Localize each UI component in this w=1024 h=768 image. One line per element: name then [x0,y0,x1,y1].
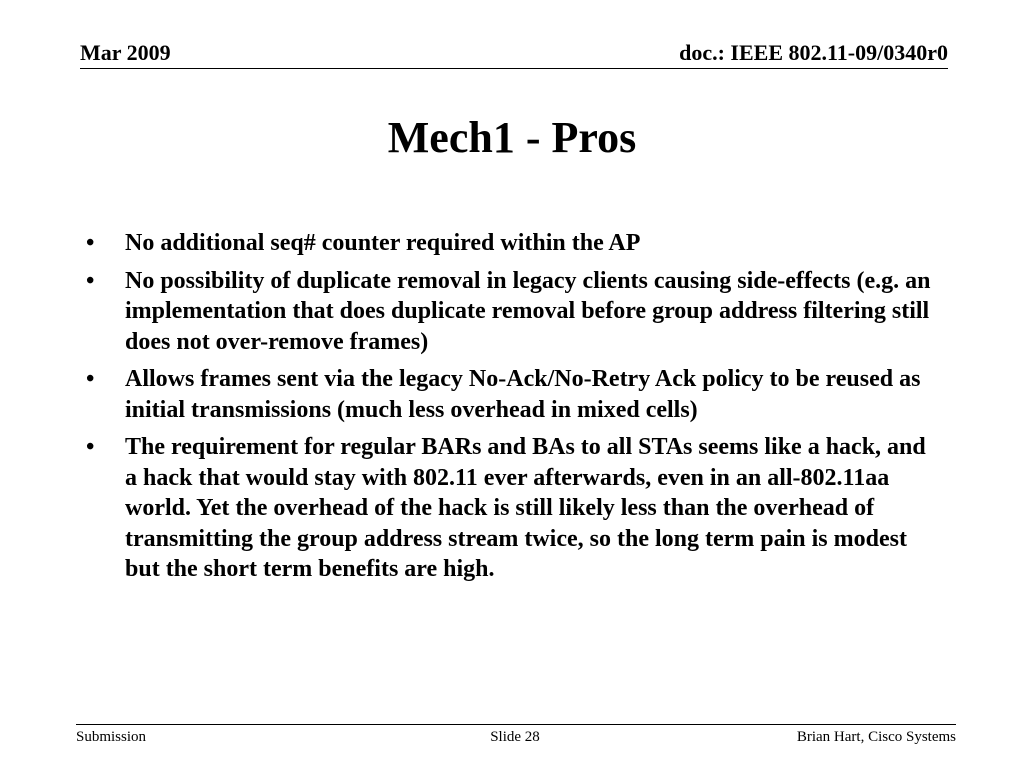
header-divider [80,68,948,69]
bullet-item [0,228,937,259]
bullet-item [0,266,937,358]
bullet-marker: • [86,366,95,392]
bullet-marker: • [86,267,95,294]
footer-slide-number: Slide 28 [490,729,540,745]
slide-title: Mech1 - Pros [387,113,637,162]
bullet-text: The requirement for regular BARs and BAs to all STAs seems like a hack, and a hack that would stay with 802.11 ever afterwards, even in an all-802.11aa world. Yet the overhead of the hack is still likely less than the overhead of transmitting the group address stream twice, so the long term pain is modest but the short term benefits are high. [125,434,926,582]
bullet-marker: • [86,434,95,460]
footer-author: Brian Hart, Cisco Systems [796,729,956,745]
header-document-id: doc.: IEEE 802.11-09/0340r0 [679,40,948,65]
bullet-text: No possibility of duplicate removal in legacy clients causing side-effects (e.g. an implementation that does duplicate removal before group address filtering still does not over-remove frames) [125,267,931,355]
bullet-item [0,432,937,585]
bullet-text: Allows frames sent via the legacy No-Ack/No-Retry Ack policy to be reused as initial transmissions (much less overhead in mixed cells) [125,366,921,423]
bullet-list [0,228,1024,592]
footer-divider [76,724,956,725]
bullet-item [0,364,937,425]
bullet-marker: • [86,230,95,256]
footer-submission: Submission [76,729,147,745]
bullet-text: No additional seq# counter required within the AP [125,230,641,256]
header-date: Mar 2009 [80,40,171,65]
